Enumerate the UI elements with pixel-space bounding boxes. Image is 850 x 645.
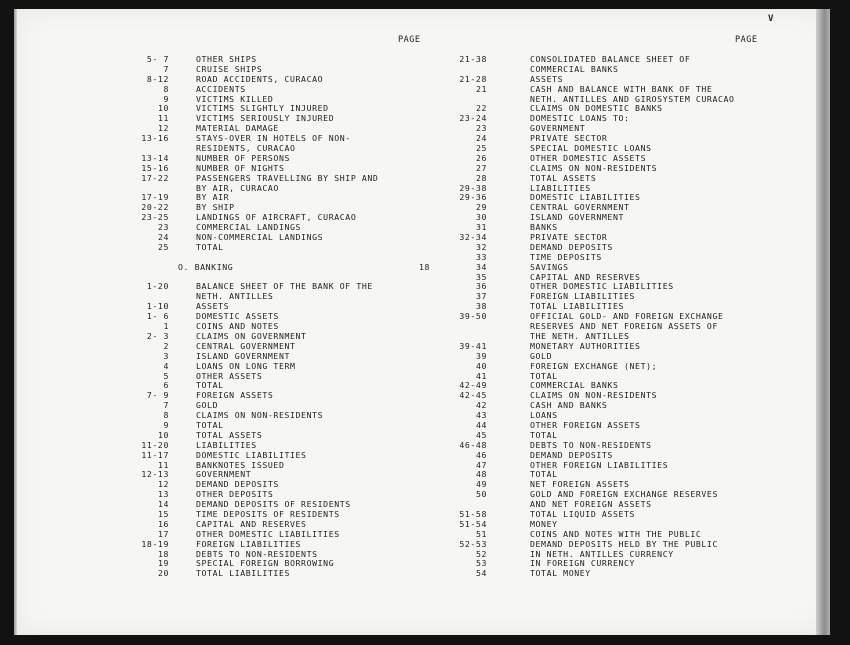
table-reference: 51-58 (459, 508, 487, 519)
entry-label: LOANS ON LONG TERM (196, 360, 296, 371)
table-reference: 50 (475, 489, 487, 500)
table-reference: 7 (163, 63, 169, 74)
entry-label: ROAD ACCIDENTS, CURACAO (196, 73, 324, 84)
entry-label: DEBTS TO NON-RESIDENTS (196, 548, 318, 559)
table-reference: 16 (157, 518, 169, 529)
entry-label: NETH. ANTILLES (196, 291, 274, 302)
table-reference: 32-34 (459, 232, 487, 243)
entry-label: TOTAL (530, 469, 558, 480)
entry-label: OTHER DOMESTIC LIABILITIES (530, 281, 674, 292)
entry-label: CONSOLIDATED BALANCE SHEET OF (530, 54, 691, 64)
entry-label: TOTAL LIQUID ASSETS (530, 508, 636, 519)
left-column-page-header: PAGE (398, 35, 421, 45)
table-reference: 15-16 (141, 162, 169, 173)
table-reference: 51 (475, 528, 487, 539)
entry-label: OTHER DOMESTIC ASSETS (530, 152, 647, 163)
entry-label: GOVERNMENT (196, 469, 252, 480)
entry-label: CAPITAL AND RESERVES (196, 518, 307, 529)
table-reference: 46 (475, 449, 487, 460)
entry-label: MONETARY AUTHORITIES (530, 340, 641, 351)
entry-label: NET FOREIGN ASSETS (530, 479, 630, 490)
table-reference: 3 (163, 350, 169, 361)
entry-label: SPECIAL FOREIGN BORROWING (196, 558, 335, 569)
entry-label: BANKS (530, 222, 558, 233)
table-reference: 46-48 (459, 439, 487, 450)
entry-label: LIABILITIES (530, 182, 591, 193)
entry-label: TOTAL LIABILITIES (196, 568, 290, 579)
table-reference: 6 (163, 380, 169, 391)
table-reference: 24 (157, 232, 169, 243)
entry-label: CLAIMS ON NON-RESIDENTS (196, 410, 324, 421)
entry-label: GOLD (530, 350, 553, 361)
document-page (14, 9, 830, 635)
table-reference: 7 (163, 400, 169, 411)
table-reference: 17 (157, 528, 169, 539)
entry-label: DOMESTIC ASSETS (196, 311, 279, 322)
entry-label: COINS AND NOTES WITH THE PUBLIC (530, 528, 702, 539)
table-reference: 5 (163, 370, 169, 381)
entry-label: CLAIMS ON GOVERNMENT (196, 330, 307, 341)
entry-label: COMMERCIAL BANKS (530, 380, 619, 391)
entry-label: TOTAL ASSETS (530, 172, 597, 183)
table-reference: 12 (157, 479, 169, 490)
table-reference: 20 (157, 568, 169, 579)
table-reference: 23 (475, 123, 487, 134)
entry-label: MATERIAL DAMAGE (196, 123, 279, 134)
table-reference: 9 (163, 93, 169, 104)
table-reference: 28 (475, 172, 487, 183)
table-reference: 10 (157, 429, 169, 440)
table-reference: 39 (475, 350, 487, 361)
table-reference: 49 (475, 479, 487, 490)
table-reference: 38 (475, 301, 487, 312)
table-reference: 21-28 (459, 73, 487, 84)
entry-label: TOTAL MONEY (530, 568, 591, 579)
entry-label: PRIVATE SECTOR (530, 232, 608, 243)
entry-label: CENTRAL GOVERNMENT (196, 340, 296, 351)
right-column-page-header: PAGE (735, 35, 758, 45)
entry-label: GOLD AND FOREIGN EXCHANGE RESERVES (530, 489, 718, 500)
table-reference: 1-20 (146, 281, 169, 292)
table-reference: 41 (475, 370, 487, 381)
entry-label: OTHER FOREIGN LIABILITIES (530, 459, 669, 470)
table-reference: 12 (157, 123, 169, 134)
table-reference: 8 (163, 410, 169, 421)
entry-label: TOTAL (196, 241, 224, 252)
table-reference: 21-38 (459, 54, 487, 64)
table-reference: 23-24 (459, 113, 487, 124)
table-reference: 18-19 (141, 538, 169, 549)
entry-label: BANKNOTES ISSUED (196, 459, 285, 470)
entry-label: CENTRAL GOVERNMENT (530, 202, 630, 213)
table-reference: 43 (475, 410, 487, 421)
entry-label: DOMESTIC LIABILITIES (530, 192, 641, 203)
entry-label: PASSENGERS TRAVELLING BY SHIP AND (196, 172, 379, 183)
entry-label: ISLAND GOVERNMENT (530, 212, 624, 223)
table-reference: 39-50 (459, 311, 487, 322)
entry-label: TOTAL (196, 380, 224, 391)
entry-label: FOREIGN LIABILITIES (530, 291, 636, 302)
entry-label: COINS AND NOTES (196, 321, 279, 332)
entry-label: VICTIMS SERIOUSLY INJURED (196, 113, 335, 124)
entry-label: BY SHIP (196, 202, 235, 213)
table-reference: 30 (475, 212, 487, 223)
table-reference: 39-41 (459, 340, 487, 351)
entry-label: SAVINGS (530, 261, 569, 272)
entry-label: RESERVES AND NET FOREIGN ASSETS OF (530, 321, 718, 332)
entry-label: CRUISE SHIPS (196, 63, 263, 74)
entry-label: TOTAL (196, 419, 224, 430)
table-reference: 11 (157, 459, 169, 470)
table-reference: 7- 9 (146, 390, 169, 401)
entry-label: DOMESTIC LIABILITIES (196, 449, 307, 460)
table-reference: 11 (157, 113, 169, 124)
entry-label: NUMBER OF PERSONS (196, 152, 290, 163)
table-reference: 51-54 (459, 518, 487, 529)
entry-label: TIME DEPOSITS (530, 251, 602, 262)
entry-label: O. BANKING (178, 261, 234, 272)
table-reference: 22 (475, 103, 487, 114)
page-binding-edge (14, 9, 17, 635)
entry-label: DEMAND DEPOSITS OF RESIDENTS (196, 499, 351, 510)
table-reference: 18 (157, 548, 169, 559)
table-reference: 29-38 (459, 182, 487, 193)
entry-label: ACCIDENTS (196, 83, 246, 94)
table-reference: 5- 7 (146, 54, 169, 64)
entry-label: CAPITAL AND RESERVES (530, 271, 641, 282)
entry-label: RESIDENTS, CURACAO (196, 143, 296, 154)
entry-label: CLAIMS ON NON-RESIDENTS (530, 390, 658, 401)
entry-label: DEMAND DEPOSITS (530, 241, 613, 252)
table-reference: 17-22 (141, 172, 169, 183)
entry-label: IN NETH. ANTILLES CURRENCY (530, 548, 674, 559)
entry-label: TIME DEPOSITS OF RESIDENTS (196, 508, 340, 519)
entry-label: SPECIAL DOMESTIC LOANS (530, 143, 652, 154)
entry-label: FOREIGN EXCHANGE (NET); (530, 360, 658, 371)
table-reference: 29-36 (459, 192, 487, 203)
table-reference: 48 (475, 469, 487, 480)
entry-label: TOTAL LIABILITIES (530, 301, 624, 312)
entry-label: OFFICIAL GOLD- AND FOREIGN EXCHANGE (530, 311, 724, 322)
table-reference: 20-22 (141, 202, 169, 213)
table-reference: 45 (475, 429, 487, 440)
entry-label: ASSETS (196, 301, 230, 312)
entry-label: LANDINGS OF AIRCRAFT, CURACAO (196, 212, 357, 223)
table-reference: 53 (475, 558, 487, 569)
entry-label: DEMAND DEPOSITS (530, 449, 613, 460)
entry-label: AND NET FOREIGN ASSETS (530, 499, 652, 510)
entry-label: DOMESTIC LOANS TO: (530, 113, 630, 124)
table-reference: 24 (475, 133, 487, 144)
entry-label: NON-COMMERCIAL LANDINGS (196, 232, 324, 243)
table-reference: 33 (475, 251, 487, 262)
entry-page-number: 18 (418, 261, 430, 272)
table-reference: 9 (163, 419, 169, 430)
table-reference: 21 (475, 83, 487, 94)
entry-label: TOTAL ASSETS (196, 429, 263, 440)
entry-label: OTHER FOREIGN ASSETS (530, 419, 641, 430)
entry-label: OTHER ASSETS (196, 370, 263, 381)
entry-label: MONEY (530, 518, 558, 529)
table-reference: 2 (163, 340, 169, 351)
table-reference: 13-14 (141, 152, 169, 163)
entry-label: BY AIR, CURACAO (196, 182, 279, 193)
table-reference: 25 (157, 241, 169, 252)
table-reference: 11-20 (141, 439, 169, 450)
entry-label: STAYS-OVER IN HOTELS OF NON- (196, 133, 351, 144)
entry-label: PRIVATE SECTOR (530, 133, 608, 144)
table-reference: 8-12 (146, 73, 169, 84)
table-reference: 42-49 (459, 380, 487, 391)
entry-label: CLAIMS ON DOMESTIC BANKS (530, 103, 663, 114)
table-reference: 8 (163, 83, 169, 94)
entry-label: TOTAL (530, 429, 558, 440)
table-reference: 34 (475, 261, 487, 272)
entry-label: THE NETH. ANTILLES (530, 330, 630, 341)
table-reference: 52-53 (459, 538, 487, 549)
entry-label: OTHER DEPOSITS (196, 489, 274, 500)
table-reference: 12-13 (141, 469, 169, 480)
table-reference: 1 (163, 321, 169, 332)
table-reference: 42-45 (459, 390, 487, 401)
table-reference: 26 (475, 152, 487, 163)
entry-label: CLAIMS ON NON-RESIDENTS (530, 162, 658, 173)
entry-label: COMMERCIAL BANKS (530, 63, 619, 74)
table-reference: 37 (475, 291, 487, 302)
entry-label: GOVERNMENT (530, 123, 586, 134)
table-reference: 44 (475, 419, 487, 430)
table-reference: 35 (475, 271, 487, 282)
entry-label: DEBTS TO NON-RESIDENTS (530, 439, 652, 450)
entry-label: LOANS (530, 410, 558, 421)
entry-label: FOREIGN LIABILITIES (196, 538, 302, 549)
table-reference: 29 (475, 202, 487, 213)
entry-label: NUMBER OF NIGHTS (196, 162, 285, 173)
entry-label: DEMAND DEPOSITS HELD BY THE PUBLIC (530, 538, 718, 549)
table-reference: 19 (157, 558, 169, 569)
entry-label: OTHER SHIPS (196, 54, 257, 64)
table-reference: 4 (163, 360, 169, 371)
table-reference: 36 (475, 281, 487, 292)
table-reference: 27 (475, 162, 487, 173)
table-reference: 47 (475, 459, 487, 470)
table-reference: 10 (157, 103, 169, 114)
entry-label: VICTIMS KILLED (196, 93, 274, 104)
table-reference: 1- 6 (146, 311, 169, 322)
entry-label: CASH AND BANKS (530, 400, 608, 411)
table-reference: 40 (475, 360, 487, 371)
table-reference: 54 (475, 568, 487, 579)
entry-label: VICTIMS SLIGHTLY INJURED (196, 103, 329, 114)
table-reference: 25 (475, 143, 487, 154)
entry-label: IN FOREIGN CURRENCY (530, 558, 636, 569)
table-reference: 17-19 (141, 192, 169, 203)
table-reference: 23-25 (141, 212, 169, 223)
table-reference: 1-10 (146, 301, 169, 312)
table-reference: 31 (475, 222, 487, 233)
page-stack-edge (816, 9, 830, 635)
table-reference: 52 (475, 548, 487, 559)
entry-label: ISLAND GOVERNMENT (196, 350, 290, 361)
table-reference: 11-17 (141, 449, 169, 460)
entry-label: ASSETS (530, 73, 564, 84)
table-reference: 23 (157, 222, 169, 233)
entry-label: BY AIR (196, 192, 230, 203)
entry-label: GOLD (196, 400, 219, 411)
entry-label: LIABILITIES (196, 439, 257, 450)
entry-label: CASH AND BALANCE WITH BANK OF THE (530, 83, 713, 94)
entry-label: NETH. ANTILLES AND GIROSYSTEM CURACAO (530, 93, 735, 104)
entry-label: TOTAL (530, 370, 558, 381)
table-reference: 32 (475, 241, 487, 252)
page-number: V (768, 14, 774, 24)
table-reference: 2- 3 (146, 330, 169, 341)
entry-label: FOREIGN ASSETS (196, 390, 274, 401)
entry-label: BALANCE SHEET OF THE BANK OF THE (196, 281, 373, 292)
table-reference: 42 (475, 400, 487, 411)
table-reference: 15 (157, 508, 169, 519)
table-reference: 13-16 (141, 133, 169, 144)
entry-label: COMMERCIAL LANDINGS (196, 222, 302, 233)
entry-label: DEMAND DEPOSITS (196, 479, 279, 490)
table-reference: 14 (157, 499, 169, 510)
table-reference: 13 (157, 489, 169, 500)
entry-label: OTHER DOMESTIC LIABILITIES (196, 528, 340, 539)
